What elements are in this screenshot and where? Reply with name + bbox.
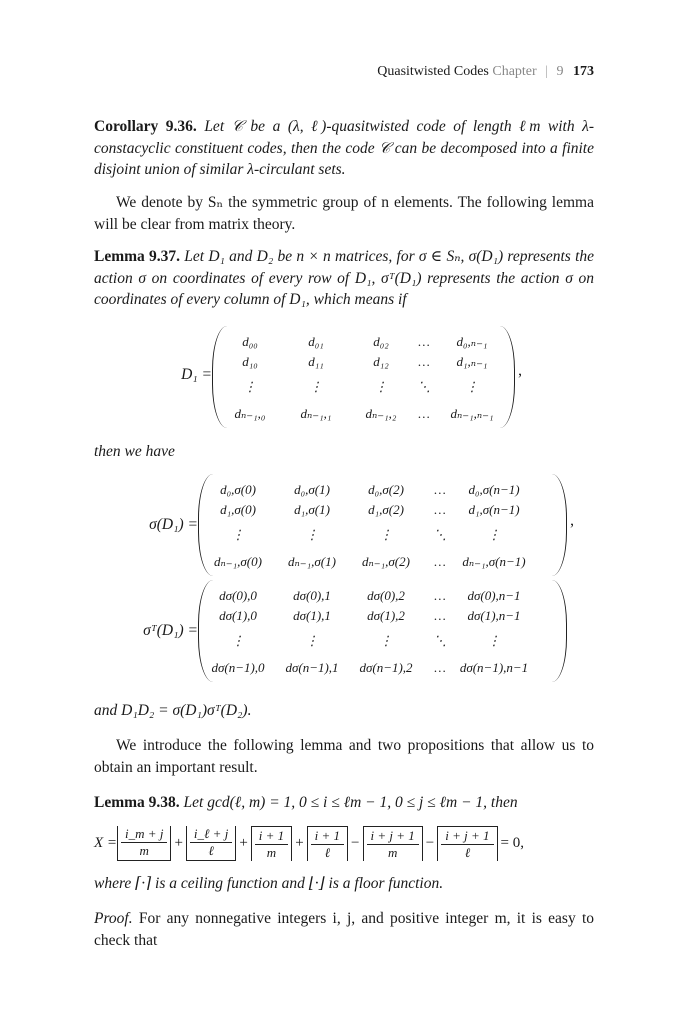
matrix_sigmaT-cell-r1-c4: dσ(1),n−1: [467, 608, 521, 623]
matrix_D1-cell-r2-c2: ⋮: [374, 379, 388, 394]
matrix_sigma-cell-r1-c4: d₁,σ(n−1): [468, 502, 520, 517]
term2-denominator: ℓ: [208, 843, 214, 858]
matrix_sigmaT-cell-r3-c3: …: [434, 660, 446, 675]
equation-X: [94, 826, 614, 861]
matrix_sigma-cell-r0-c3: …: [434, 482, 446, 497]
matrix-D1-comma: ,: [518, 362, 522, 379]
floor-term-2: [186, 826, 236, 861]
lemma-9-38: [94, 792, 594, 814]
matrix_sigmaT-cell-r3-c4: dσ(n−1),n−1: [459, 660, 529, 675]
matrix-D1-lhs: D₁ =: [181, 366, 212, 383]
term5-numerator: i + j + 1: [367, 828, 419, 845]
matrix_sigmaT-cell-r2-c1: ⋮: [305, 633, 319, 648]
matrix_D1-cell-r0-c3: …: [418, 334, 430, 349]
matrix_sigma-cell-r1-c3: …: [434, 502, 446, 517]
matrix_sigmaT-cell-r0-c1: dσ(0),1: [293, 588, 331, 603]
running-title: Quasitwisted Codes: [377, 64, 489, 79]
matrix_D1-cell-r0-c2: d₀₂: [373, 334, 389, 349]
corollary-label: Corollary 9.36.: [94, 118, 197, 135]
matrix_sigmaT-cell-r0-c3: …: [434, 588, 446, 603]
chapter-label: Chapter: [492, 64, 537, 79]
paragraph-symmetric-group: We denote by Sₙ the symmetric group of n elements. The following lemma will be clear from matrix theory.: [94, 194, 594, 233]
minus-1: −: [351, 835, 360, 851]
term1-denominator: m: [139, 843, 149, 858]
matrix_sigma-cell-r0-c4: d₀,σ(n−1): [468, 482, 520, 497]
matrix-sigmaT-right-paren: [552, 580, 567, 682]
term4-denominator: ℓ: [324, 845, 331, 860]
matrix_sigma-cell-r0-c1: d₀,σ(1): [294, 482, 330, 497]
matrix-D1-display: [0, 326, 682, 430]
matrix-sigma-comma: ,: [570, 512, 574, 529]
matrix_sigma-cell-r2-c0: ⋮: [231, 527, 245, 542]
matrix-sigma-lhs: σ(D₁) =: [149, 516, 198, 533]
matrix_D1-cell-r3-c0: dₙ₋₁,₀: [234, 406, 266, 421]
matrix_sigma-cell-r0-c2: d₀,σ(2): [368, 482, 404, 497]
matrix_D1-cell-r2-c0: ⋮: [243, 379, 257, 394]
plus-3: +: [295, 835, 304, 851]
equation-X-lhs: X =: [94, 835, 118, 851]
matrix_sigma-cell-r1-c2: d₁,σ(2): [368, 502, 404, 517]
matrix_D1-cell-r2-c1: ⋮: [309, 379, 323, 394]
ceil-term-6: [437, 826, 497, 861]
ceil-term-3: [251, 826, 292, 861]
lemma-38-text: Let gcd(ℓ, m) = 1, 0 ≤ i ≤ ℓm − 1, 0 ≤ j ≤ ℓm − 1, then: [183, 794, 518, 811]
matrix_D1-cell-r1-c3: …: [418, 354, 430, 369]
term1-numerator: i_m + j: [121, 826, 167, 843]
matrix_sigmaT-cell-r2-c2: ⋮: [379, 633, 393, 648]
matrix_sigma-cell-r3-c2: dₙ₋₁,σ(2): [362, 554, 410, 569]
minus-2: −: [425, 835, 435, 851]
matrix_sigmaT-cell-r1-c2: dσ(1),2: [367, 608, 405, 623]
plus-1: +: [174, 835, 183, 851]
term3-denominator: m: [266, 845, 277, 860]
matrix_sigma-cell-r3-c1: dₙ₋₁,σ(1): [288, 554, 336, 569]
corollary-9-36: [94, 116, 594, 181]
matrix_D1-cell-r0-c1: d₀₁: [308, 334, 324, 349]
matrix_D1-cell-r3-c4: dₙ₋₁,ₙ₋₁: [450, 406, 494, 421]
matrix-sigma-grid: [206, 474, 550, 578]
matrix_D1-cell-r3-c2: dₙ₋₁,₂: [365, 406, 397, 421]
matrix_sigma-cell-r3-c3: …: [434, 554, 446, 569]
matrix_D1-cell-r3-c1: dₙ₋₁,₁: [300, 406, 332, 421]
matrix_D1-cell-r1-c1: d₁₁: [308, 354, 324, 369]
matrix-sigmaT-grid: [206, 580, 550, 684]
matrix_D1-cell-r1-c4: d₁,ₙ₋₁: [456, 354, 488, 369]
matrix-sigmaT-lhs: σᵀ(D₁) =: [143, 622, 198, 639]
matrix_sigmaT-cell-r0-c4: dσ(0),n−1: [467, 588, 521, 603]
lemma-38-label: Lemma 9.38.: [94, 794, 180, 811]
ceil-term-4: [307, 826, 348, 861]
matrix_sigma-cell-r3-c0: dₙ₋₁,σ(0): [214, 554, 262, 569]
term3-numerator: i + 1: [255, 828, 288, 845]
matrix_sigmaT-cell-r0-c2: dσ(0),2: [367, 588, 405, 603]
term2-numerator: i_ℓ + j: [190, 826, 232, 843]
matrix_D1-cell-r2-c3: ⋱: [417, 379, 431, 394]
matrix_D1-cell-r1-c0: d₁₀: [242, 354, 258, 369]
matrix-D1-grid: [226, 326, 500, 430]
running-header: [94, 64, 594, 80]
floor-term-1: [117, 826, 171, 861]
matrix_D1-cell-r2-c4: ⋮: [465, 379, 479, 394]
term4-numerator: i + 1: [311, 828, 344, 845]
matrix_sigmaT-cell-r2-c4: ⋮: [487, 633, 501, 648]
matrix_sigma-cell-r2-c1: ⋮: [305, 527, 319, 542]
matrix_sigmaT-cell-r2-c3: ⋱: [433, 633, 447, 648]
matrix_sigmaT-cell-r1-c1: dσ(1),1: [293, 608, 331, 623]
matrix-sigmaT-display: [0, 580, 682, 684]
matrix_sigma-cell-r0-c0: d₀,σ(0): [220, 482, 256, 497]
paragraph-introduce: We introduce the following lemma and two propositions that allow us to obtain an important result.: [94, 737, 594, 776]
term6-denominator: ℓ: [464, 845, 471, 860]
proof-label: Proof.: [94, 910, 133, 927]
matrix_sigmaT-cell-r3-c1: dσ(n−1),1: [285, 660, 339, 675]
term5-denominator: m: [387, 845, 398, 860]
equation-X-rhs: = 0,: [500, 835, 525, 851]
matrix_sigmaT-cell-r1-c0: dσ(1),0: [219, 608, 257, 623]
matrix_sigmaT-cell-r0-c0: dσ(0),0: [219, 588, 257, 603]
matrix_sigma-cell-r2-c2: ⋮: [379, 527, 393, 542]
matrix_D1-cell-r1-c2: d₁₂: [373, 354, 389, 369]
matrix_sigma-cell-r1-c1: d₁,σ(1): [294, 502, 330, 517]
matrix_D1-cell-r3-c3: …: [418, 406, 430, 421]
chapter-number: 9: [556, 64, 564, 79]
matrix_sigmaT-cell-r3-c2: dσ(n−1),2: [359, 660, 413, 675]
header-separator: |: [545, 64, 548, 79]
proof-text: For any nonnegative integers i, j, and positive integer m, it is easy to check that: [94, 910, 595, 949]
lemma-37-label: Lemma 9.37.: [94, 248, 181, 265]
then-we-have: then we have: [94, 443, 175, 460]
matrix_sigmaT-cell-r3-c0: dσ(n−1),0: [211, 660, 265, 675]
matrix-sigma-display: [0, 474, 682, 578]
matrix_sigmaT-cell-r2-c0: ⋮: [231, 633, 245, 648]
matrix_D1-cell-r0-c0: d₀₀: [242, 334, 258, 349]
lemma-37-text: Let D₁ and D₂ be n × n matrices, for σ ∈ Sₙ, σ(D₁) represents the action σ on coordinates of every row of D₁, σᵀ(D₁) represents the action σ on coordinates of every column of D₁, which means if: [94, 248, 595, 308]
matrix_sigma-cell-r2-c4: ⋮: [487, 527, 501, 542]
matrix_sigma-cell-r3-c4: dₙ₋₁,σ(n−1): [462, 554, 526, 569]
ceil-term-5: [363, 826, 423, 861]
product-identity: and D₁D₂ = σ(D₁)σᵀ(D₂).: [94, 702, 252, 719]
matrix_sigma-cell-r1-c0: d₁,σ(0): [220, 502, 256, 517]
page-number: 173: [573, 64, 594, 79]
corollary-text: Let 𝒞 be a (λ, ℓ)-quasitwisted code of length ℓm with λ-constacyclic constituent codes, then the code 𝒞 can be decomposed into a finite disjoint union of similar λ-circulant sets.: [94, 118, 594, 178]
term6-numerator: i + j + 1: [441, 828, 493, 845]
matrix_D1-cell-r0-c4: d₀,ₙ₋₁: [456, 334, 488, 349]
lemma-9-37: [94, 246, 594, 311]
proof: [94, 908, 594, 951]
matrix_sigma-cell-r2-c3: ⋱: [433, 527, 447, 542]
plus-2: +: [239, 835, 248, 851]
where-line: where ⌈·⌉ is a ceiling function and ⌊·⌋ is a floor function.: [94, 875, 444, 892]
matrix_sigmaT-cell-r1-c3: …: [434, 608, 446, 623]
